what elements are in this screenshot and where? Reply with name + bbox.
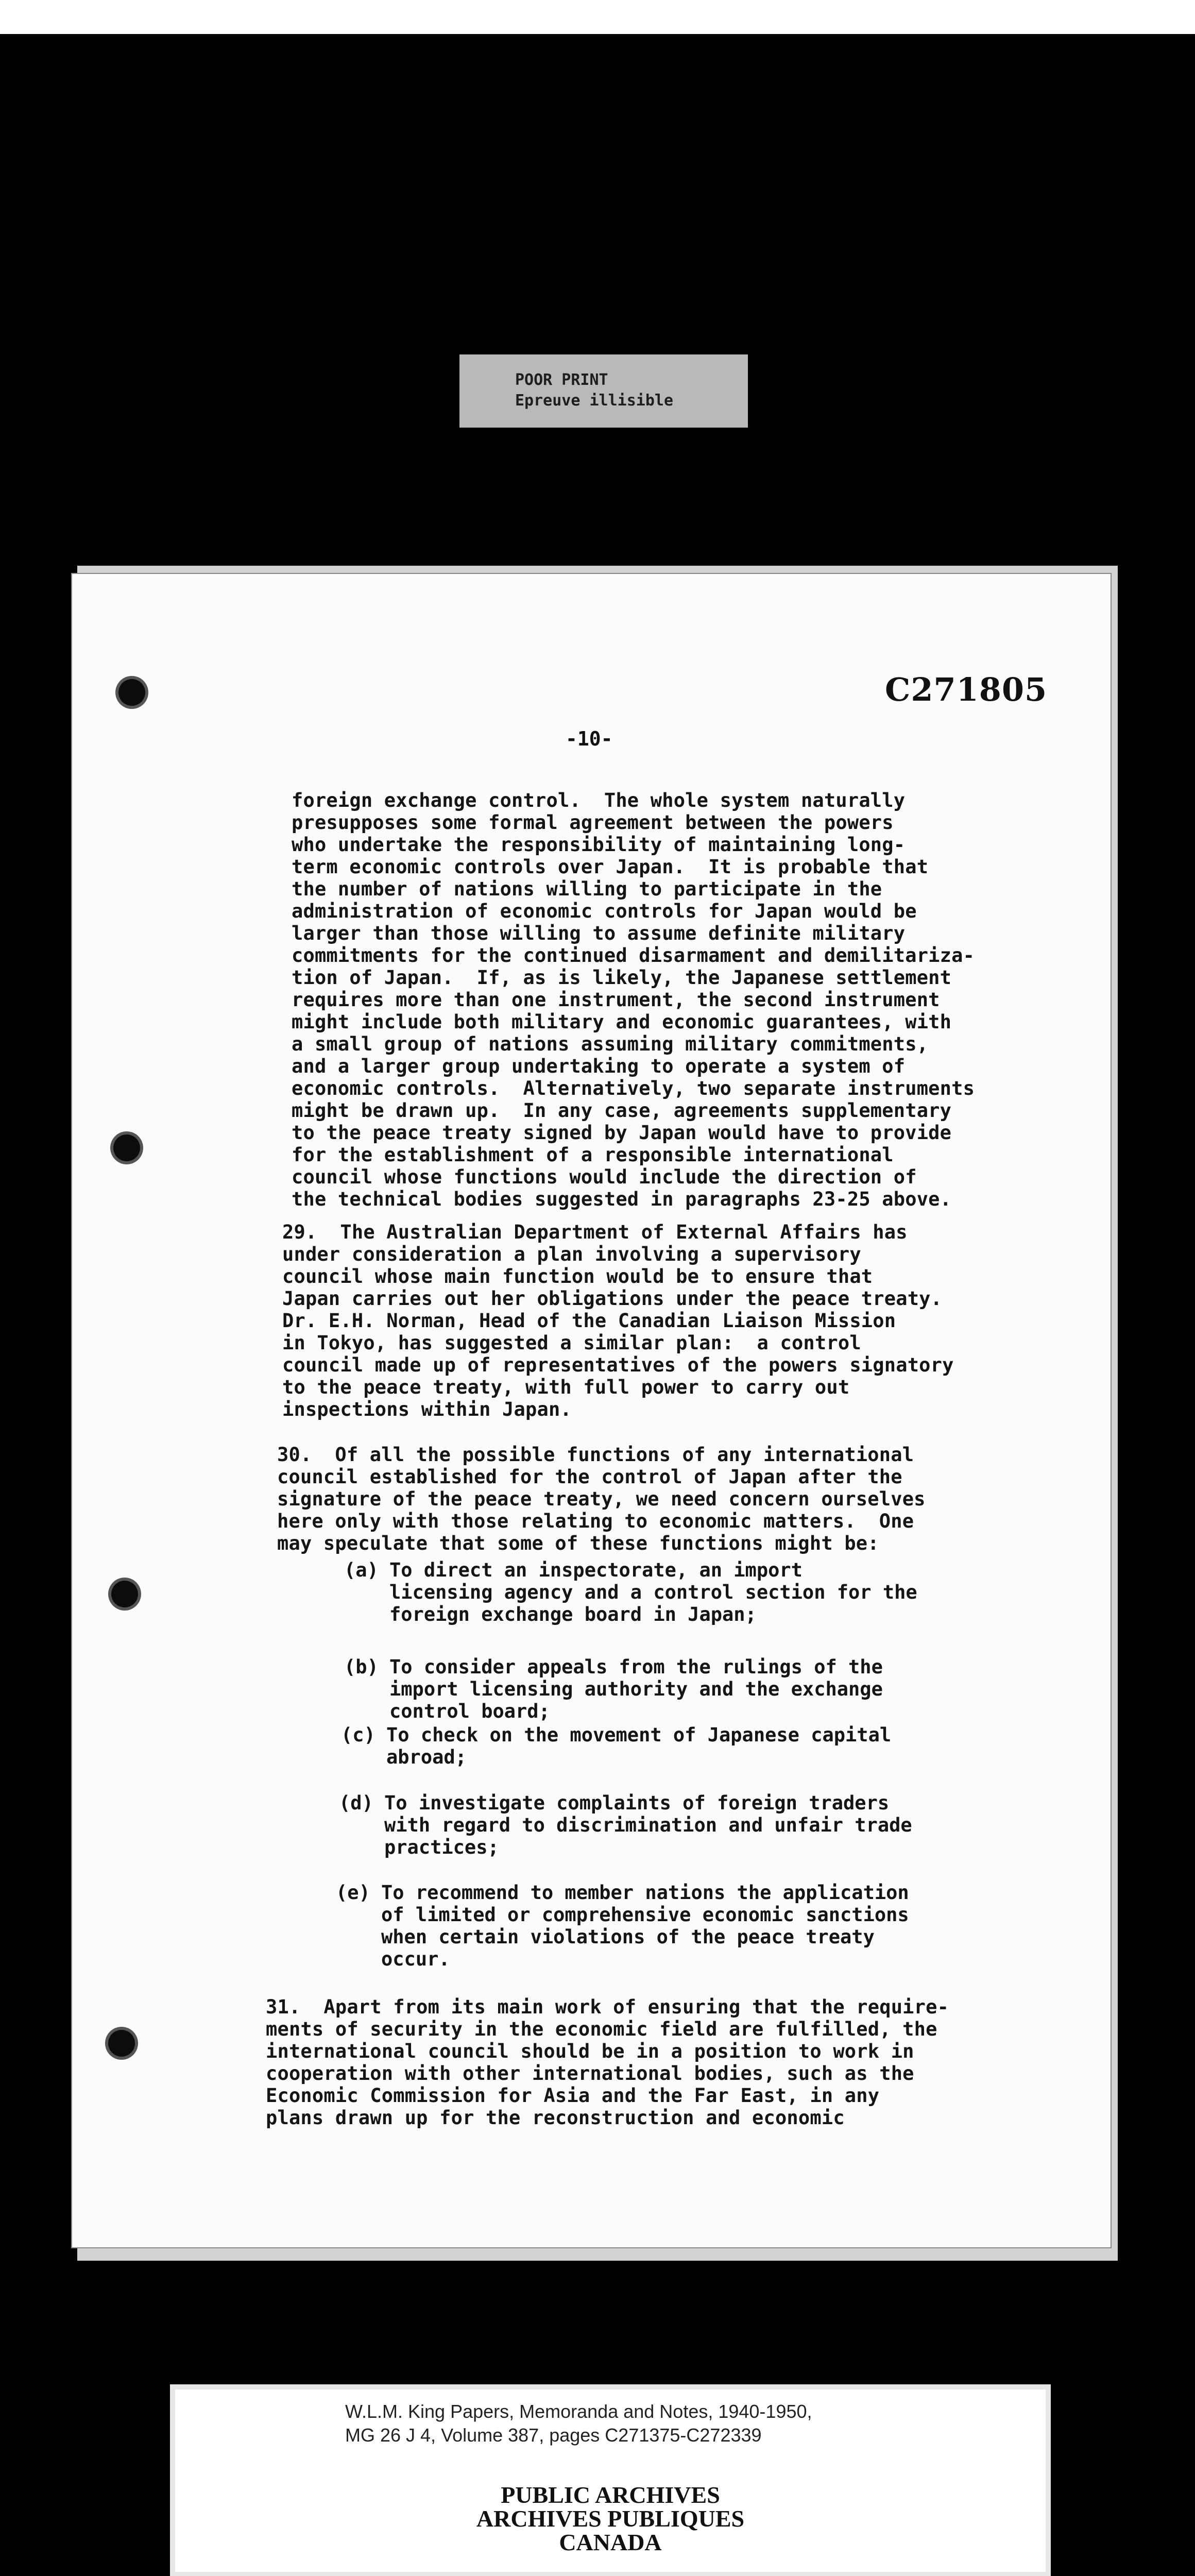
archives-french: ARCHIVES PUBLIQUES <box>476 2505 745 2532</box>
list-item-body <box>386 1724 891 1768</box>
text-line: tion of Japan. If, as is likely, the Japanese settlement <box>292 967 952 989</box>
text-line: in Tokyo, has suggested a similar plan: a control <box>282 1332 861 1354</box>
punch-hole-icon <box>113 1134 140 1161</box>
text-line: here only with those relating to economic matters. One <box>277 1510 914 1532</box>
stamp-line-french: Epreuve illisible <box>515 392 674 410</box>
text-line: Japan carries out her obligations under the peace treaty. <box>282 1287 943 1310</box>
text-line: To consider appeals from the rulings of the <box>389 1656 883 1678</box>
text-line: ments of security in the economic field are fulfilled, the <box>266 2018 937 2040</box>
list-item-label: (c) <box>341 1724 375 1746</box>
text-line: import licensing authority and the exchange <box>389 1678 883 1700</box>
list-item-body <box>389 1559 917 1625</box>
text-line: cooperation with other international bodies, such as the <box>266 2062 914 2084</box>
archive-footer <box>170 2384 1051 2576</box>
text-line: and a larger group undertaking to operate a system of <box>292 1055 906 1077</box>
text-line: 31. Apart from its main work of ensuring that the require- <box>266 1996 949 2018</box>
text-line: administration of economic controls for Japan would be <box>292 900 917 922</box>
text-line: inspections within Japan. <box>282 1398 572 1420</box>
text-line: of limited or comprehensive economic sanctions <box>381 1904 909 1926</box>
reference-line-1: W.L.M. King Papers, Memoranda and Notes, 1940-1950, <box>345 2401 812 2422</box>
paragraph-31 <box>266 1996 949 2129</box>
text-line: To check on the movement of Japanese capital <box>386 1724 892 1746</box>
text-line: to the peace treaty signed by Japan would have to provide <box>292 1122 952 1144</box>
list-item-body <box>389 1656 883 1722</box>
text-line: may speculate that some of these functions might be: <box>277 1532 879 1554</box>
text-line: Dr. E.H. Norman, Head of the Canadian Liaison Mission <box>282 1310 896 1332</box>
text-line: Economic Commission for Asia and the Far East, in any <box>266 2084 880 2107</box>
paragraph-continuation <box>292 789 975 1210</box>
paragraph-29 <box>282 1221 954 1420</box>
text-line: 30. Of all the possible functions of any international <box>277 1444 914 1466</box>
text-line: the technical bodies suggested in paragraphs 23-25 above. <box>292 1188 952 1210</box>
text-line: occur. <box>381 1948 450 1970</box>
list-item-body <box>381 1882 909 1970</box>
archives-country: CANADA <box>559 2529 662 2555</box>
top-margin-strip <box>0 0 1195 34</box>
text-line: signature of the peace treaty, we need concern ourselves <box>277 1488 926 1510</box>
text-line: council established for the control of Japan after the <box>277 1466 902 1488</box>
text-line: might be drawn up. In any case, agreements supplementary <box>292 1099 952 1122</box>
text-line: a small group of nations assuming military commitments, <box>292 1033 929 1055</box>
list-item-body <box>384 1792 912 1858</box>
text-line: to the peace treaty, with full power to carry out <box>282 1376 850 1398</box>
text-line: To direct an inspectorate, an import <box>389 1559 803 1581</box>
text-line: presupposes some formal agreement between the powers <box>292 811 894 834</box>
text-line: council whose functions would include the direction of <box>292 1166 917 1188</box>
text-line: licensing agency and a control section for the <box>389 1581 917 1603</box>
list-item-label: (b) <box>344 1656 379 1678</box>
list-item-label: (d) <box>339 1792 373 1814</box>
text-line: practices; <box>384 1836 499 1858</box>
page-number: -10- <box>566 727 613 750</box>
text-line: term economic controls over Japan. It is probable that <box>292 856 929 878</box>
text-line: economic controls. Alternatively, two separate instruments <box>292 1077 975 1099</box>
archives-english: PUBLIC ARCHIVES <box>501 2482 720 2508</box>
punch-hole-icon <box>111 1581 138 1607</box>
text-line: control board; <box>389 1700 550 1722</box>
document-number: C271805 <box>885 671 1048 708</box>
text-line: the number of nations willing to participate in the <box>292 878 882 900</box>
text-line: under consideration a plan involving a supervisory <box>282 1243 861 1265</box>
text-line: plans drawn up for the reconstruction and economic <box>266 2107 845 2129</box>
text-line: foreign exchange board in Japan; <box>389 1603 757 1625</box>
reference-line-2: MG 26 J 4, Volume 387, pages C271375-C272339 <box>345 2425 762 2446</box>
text-line: larger than those willing to assume definite military <box>292 922 906 944</box>
poor-print-stamp <box>459 354 748 428</box>
list-item-label: (e) <box>336 1882 370 1904</box>
text-line: To investigate complaints of foreign traders <box>384 1792 890 1814</box>
text-line: To recommend to member nations the application <box>381 1882 909 1904</box>
reference-text <box>345 2400 812 2447</box>
stamp-line-english: POOR PRINT <box>515 371 608 389</box>
punch-hole-icon <box>118 679 145 706</box>
text-line: international council should be in a position to work in <box>266 2040 914 2062</box>
list-item-label: (a) <box>344 1559 379 1581</box>
text-line: when certain violations of the peace treaty <box>381 1926 875 1948</box>
text-line: for the establishment of a responsible international <box>292 1144 894 1166</box>
text-line: council whose main function would be to ensure that <box>282 1265 873 1287</box>
text-line: commitments for the continued disarmament and demilitariza- <box>292 944 975 967</box>
document-page <box>71 573 1112 2248</box>
punch-hole-icon <box>108 2030 135 2057</box>
text-line: with regard to discrimination and unfair trade <box>384 1814 912 1836</box>
text-line: who undertake the responsibility of maintaining long- <box>292 834 906 856</box>
paragraph-30 <box>277 1444 926 1554</box>
text-line: might include both military and economic guarantees, with <box>292 1011 952 1033</box>
text-line: requires more than one instrument, the second instrument <box>292 989 940 1011</box>
text-line: council made up of representatives of the powers signatory <box>282 1354 954 1376</box>
text-line: 29. The Australian Department of External Affairs has <box>282 1221 908 1243</box>
text-line: abroad; <box>386 1746 467 1768</box>
text-line: foreign exchange control. The whole system naturally <box>292 789 906 811</box>
